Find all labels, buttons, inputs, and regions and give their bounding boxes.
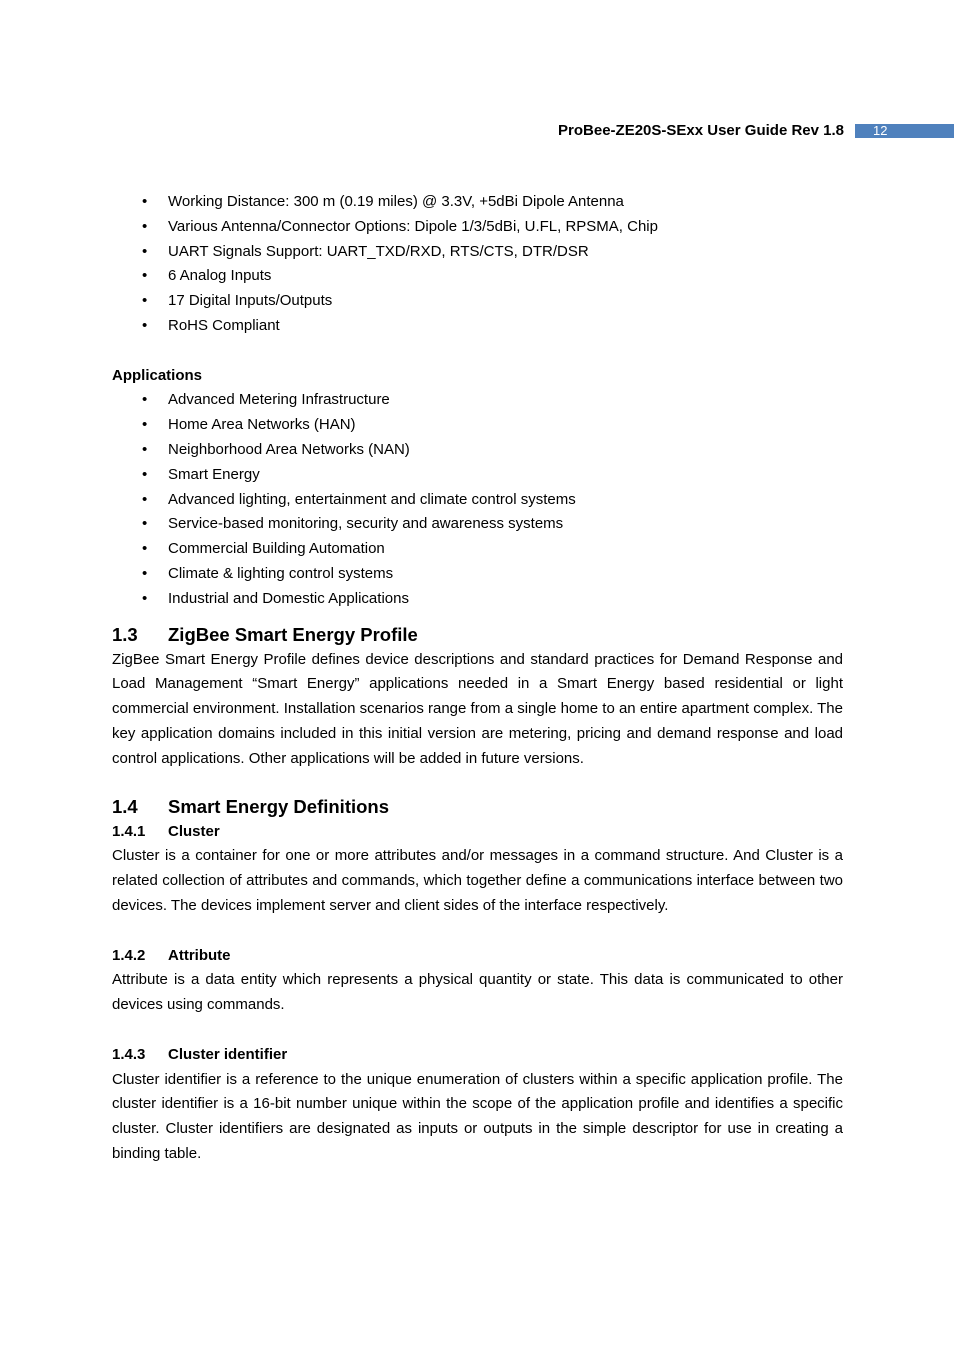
list-item: • UART Signals Support: UART_TXD/RXD, RTS/CTS, DTR/DSR <box>112 240 843 265</box>
list-item: • Industrial and Domestic Applications <box>112 587 843 612</box>
list-item: • Advanced Metering Infrastructure <box>112 388 843 413</box>
list-item: • Working Distance: 300 m (0.19 miles) @ 3.3V, +5dBi Dipole Antenna <box>112 190 843 215</box>
applications-heading: Applications <box>112 366 203 384</box>
section-heading-1-4 <box>112 794 843 820</box>
list-item: • Advanced lighting, entertainment and climate control systems <box>112 488 843 513</box>
list-item: • RoHS Compliant <box>112 314 843 339</box>
list-item: • Climate & lighting control systems <box>112 562 843 587</box>
section-number: 1.4 <box>112 795 138 817</box>
list-item: • Service-based monitoring, security and awareness systems <box>112 512 843 537</box>
section-1-3-body: ZigBee Smart Energy Profile defines device descriptions and standard practices for Demand Response and Load Management “Smart Energy” applications needed in a Smart Energy based residential or light commercial environment. Installation scenarios range from a single home to an entire apartment complex. The key application domains included in this initial version are metering, pricing and demand response and load control applications. Other applications will be added in future versions. <box>112 650 843 767</box>
list-item: • Commercial Building Automation <box>112 537 843 562</box>
subsection-number: 1.4.3 <box>112 1045 146 1063</box>
subsection-1-4-3-body: Cluster identifier is a reference to the unique enumeration of clusters within a specific application profile. The cluster identifier is a 16-bit number unique within the scope of the application profile and identifies a specific cluster. Cluster identifiers are designated as inputs or outputs in the simple descriptor for use in creating a binding table. <box>112 1070 843 1162</box>
list-item: • Home Area Networks (HAN) <box>112 413 843 438</box>
list-item: • 17 Digital Inputs/Outputs <box>112 289 843 314</box>
spacer <box>112 1018 843 1043</box>
subsection-heading-1-4-3 <box>112 1043 843 1068</box>
subsection-title: Cluster <box>168 822 220 840</box>
list-item: • Smart Energy <box>112 463 843 488</box>
subsection-title: Attribute <box>168 946 231 964</box>
subsection-number: 1.4.1 <box>112 822 146 840</box>
document-header-title: ProBee-ZE20S-SExx User Guide Rev 1.8 <box>558 122 844 139</box>
list-item: • 6 Analog Inputs <box>112 264 843 289</box>
subsection-heading-1-4-1 <box>112 820 843 845</box>
list-item: • Neighborhood Area Networks (NAN) <box>112 438 843 463</box>
spacer <box>112 919 843 944</box>
subsection-title: Cluster identifier <box>168 1045 288 1063</box>
subsection-1-4-1-body: Cluster is a container for one or more attributes and/or messages in a command structure. And Cluster is a related collection of attributes and commands, which together define a communications interface between two devices. The devices implement server and client sides of the interface respectively. <box>112 847 843 914</box>
page-number-badge: 12 <box>855 124 954 138</box>
features-list <box>112 190 843 339</box>
section-title: Smart Energy Definitions <box>168 795 390 817</box>
subsection-heading-1-4-2 <box>112 944 843 969</box>
section-number: 1.3 <box>112 623 138 645</box>
section-title: ZigBee Smart Energy Profile <box>168 623 418 645</box>
page-content <box>112 190 843 1167</box>
applications-list <box>112 388 843 611</box>
spacer <box>112 339 843 364</box>
section-heading-1-3 <box>112 622 843 648</box>
list-item: • Various Antenna/Connector Options: Dipole 1/3/5dBi, U.FL, RPSMA, Chip <box>112 215 843 240</box>
subsection-number: 1.4.2 <box>112 946 146 964</box>
subsection-1-4-2-body: Attribute is a data entity which represents a physical quantity or state. This data is communicated to other devices using commands. <box>112 971 843 1014</box>
